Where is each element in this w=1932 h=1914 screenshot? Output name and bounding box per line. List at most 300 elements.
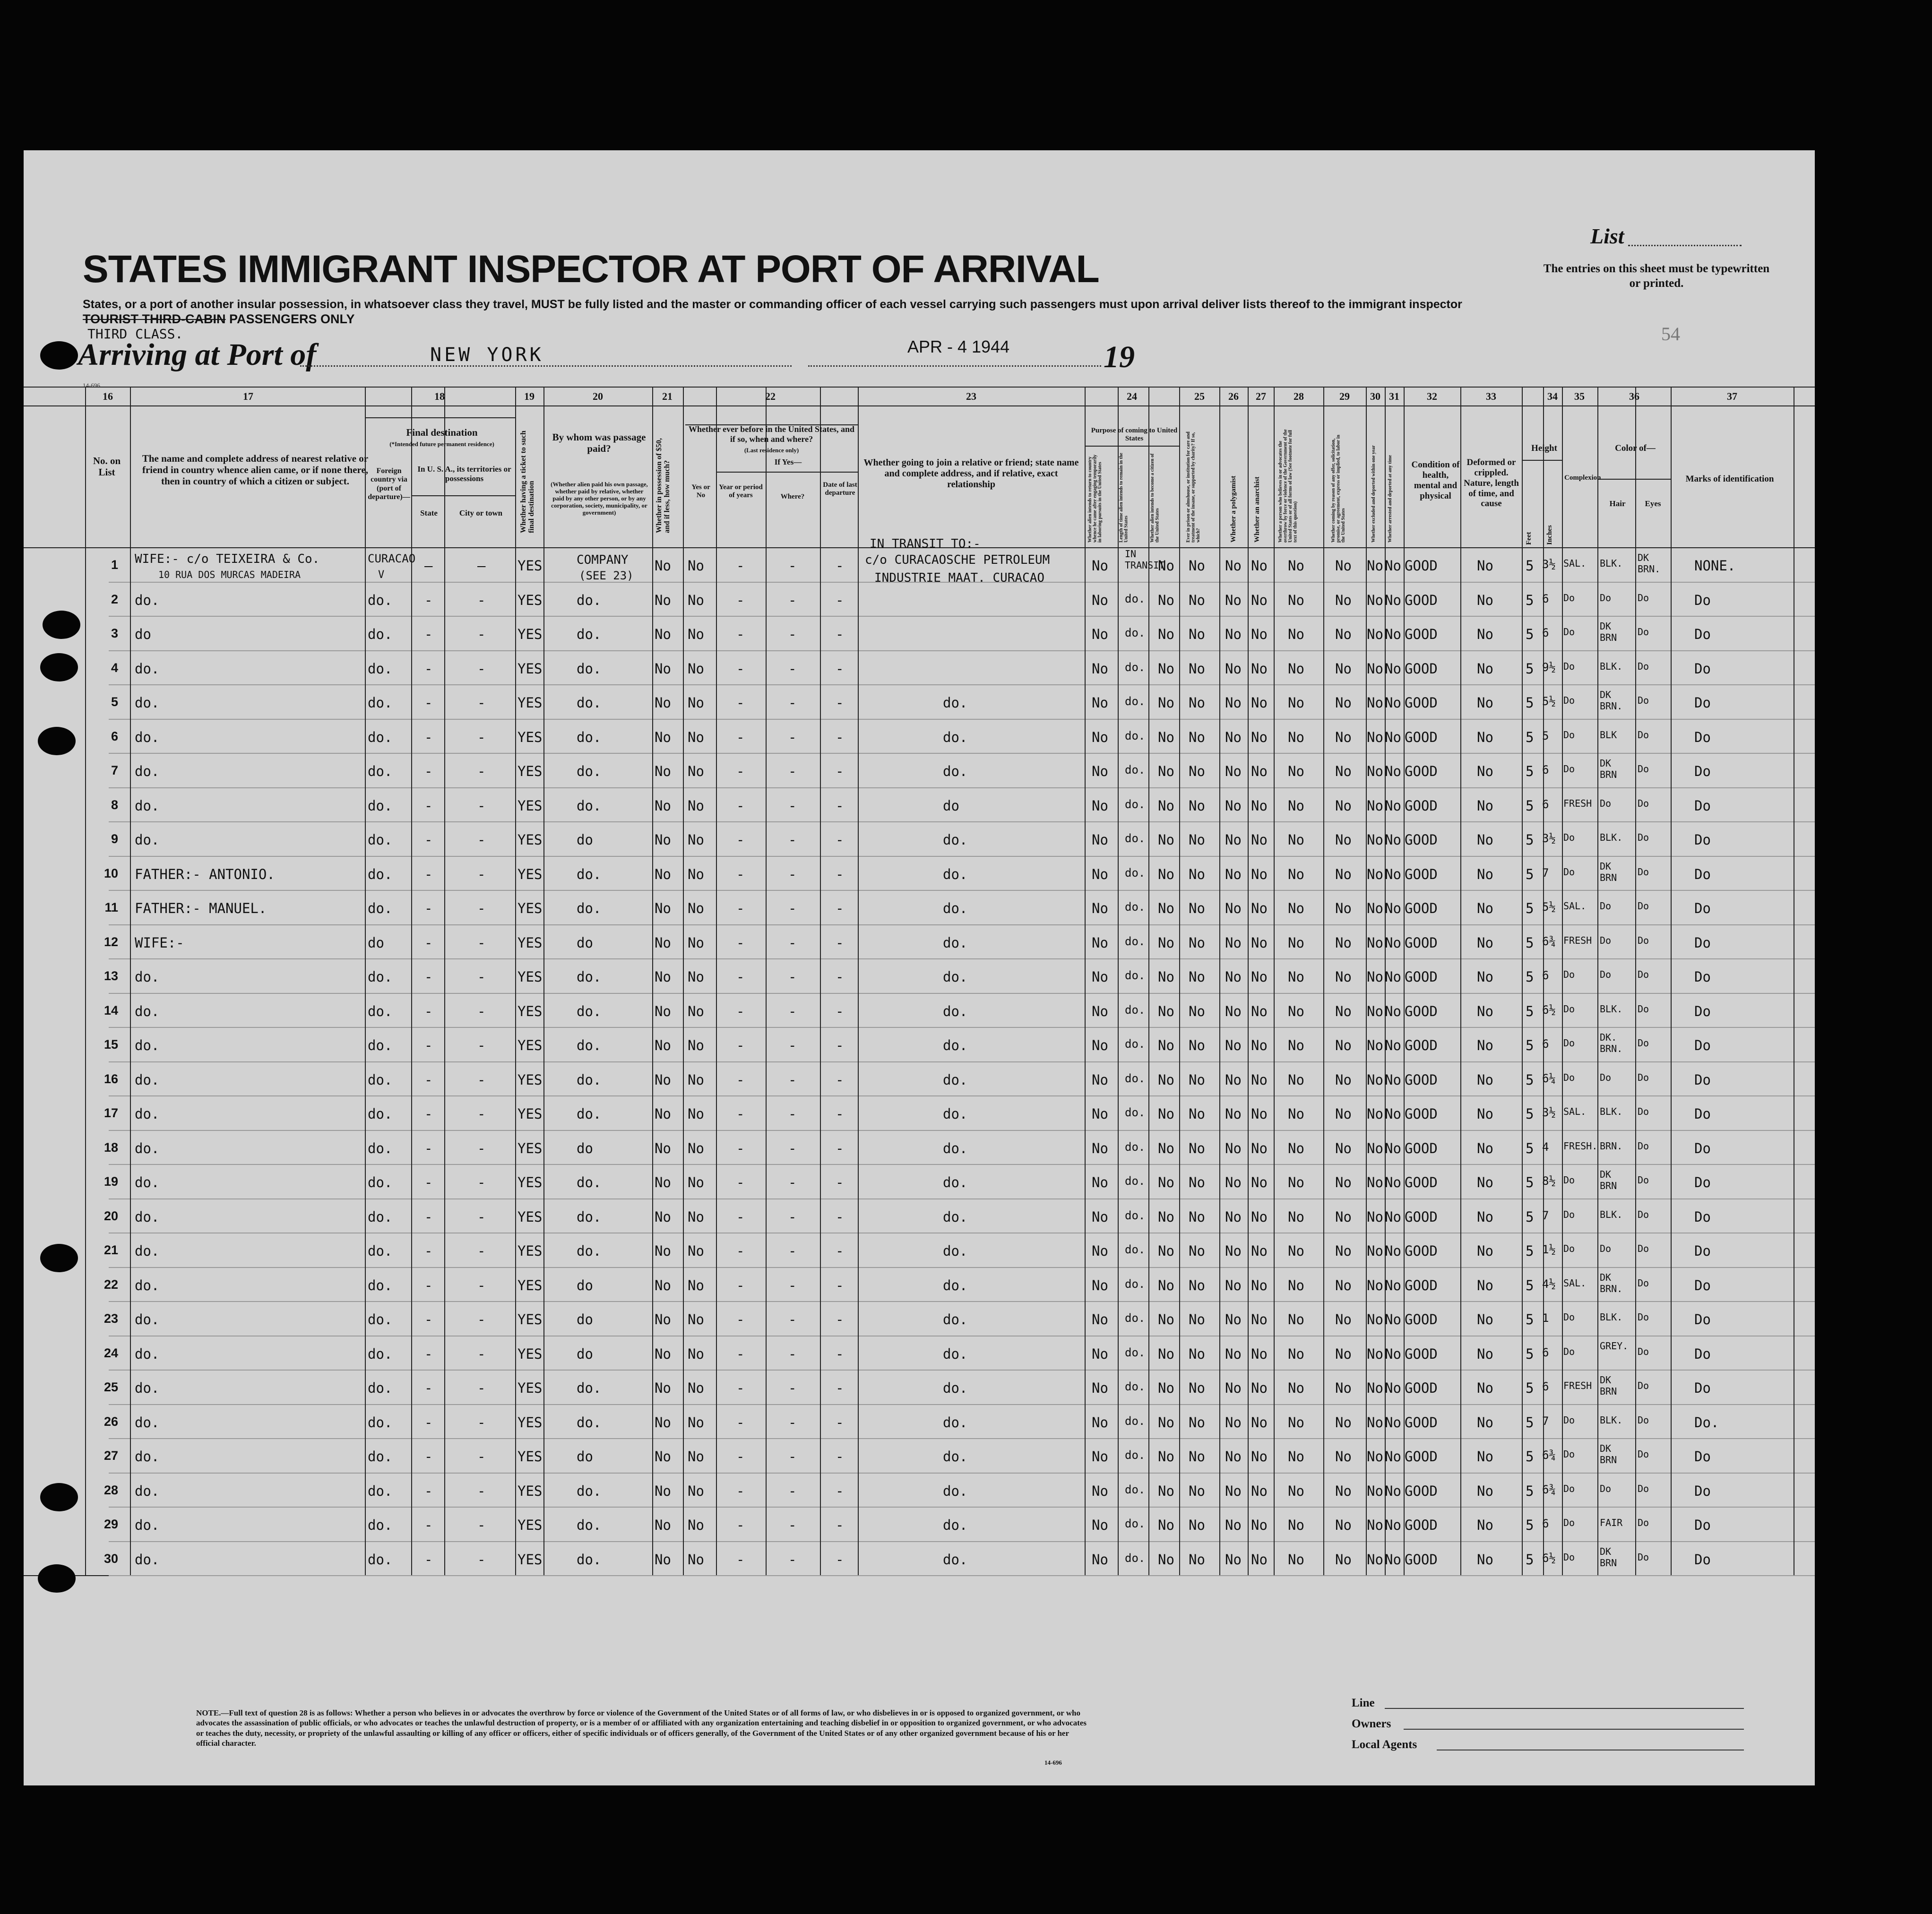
row-number: 21 <box>104 1243 118 1257</box>
ticket: YES <box>518 626 543 642</box>
destination-city: - <box>477 832 486 848</box>
destination-city: - <box>477 934 486 951</box>
ticket: YES <box>518 832 543 848</box>
where: - <box>788 558 797 574</box>
eye-color: Do <box>1638 1311 1649 1323</box>
complexion: Do <box>1563 763 1575 775</box>
relative-name: do. <box>135 1071 160 1088</box>
rule-sub <box>1085 446 1179 447</box>
hair-color: BLK. <box>1600 1208 1623 1220</box>
rule-column <box>85 387 86 1575</box>
purpose-return: No <box>1092 729 1108 745</box>
anarchist: No <box>1251 797 1268 814</box>
header-feet: Feet <box>1525 532 1533 545</box>
purpose-citizen: No <box>1158 695 1174 711</box>
purpose-citizen: No <box>1158 1071 1174 1088</box>
destination-state: - <box>424 1517 433 1533</box>
header-city: City or town <box>459 509 503 517</box>
fifty-dollars: No <box>655 1071 671 1088</box>
anarchist: No <box>1251 558 1268 574</box>
relative-name: do. <box>135 969 160 985</box>
eye-color: Do <box>1638 729 1649 741</box>
ever-before: No <box>688 1517 704 1533</box>
ticket: YES <box>518 1174 543 1190</box>
purpose-length: do. <box>1125 797 1146 811</box>
joining-relative: do. <box>943 832 968 848</box>
fifty-dollars: No <box>655 626 671 642</box>
foreign-country: do. <box>368 900 393 916</box>
joining-relative: do. <box>943 1174 968 1190</box>
column-number: 32 <box>1427 390 1437 402</box>
passage-paid: COMPANY <box>577 553 629 567</box>
complexion: FRESH <box>1563 797 1592 809</box>
polygamist: No <box>1225 969 1242 985</box>
destination-state: - <box>424 592 433 608</box>
purpose-return: No <box>1092 695 1108 711</box>
complexion: Do <box>1563 1414 1575 1426</box>
eye-color: Do <box>1638 866 1649 878</box>
passage-paid: do <box>577 832 593 848</box>
footnote-question-28: NOTE.—Full text of question 28 is as follows: Whether a person who believes in or advocates the overthrow by force or violence of the Government of the United States or of all forms of law, or who disbelieves in or is opposed to organized government, or who advocates the assassination of public officials, or who advocates or teaches the unlawful destruction of property, or is a member of or affiliated with any organization entertaining and teaching disbelief in or opposition to organized government, or who advocates or teaches the duty, necessity, or propriety of the unlawful assaulting or killing of any officer or officers, either of specific individuals or of officers generally, of the Government of the United States or of any other organized government because of his or her official character. <box>196 1708 1087 1748</box>
fifty-dollars: No <box>655 1243 671 1259</box>
purpose-length: do. <box>1125 1551 1146 1565</box>
overthrow: No <box>1288 1243 1304 1259</box>
purpose-return: No <box>1092 1483 1108 1499</box>
where: - <box>788 1483 797 1499</box>
destination-city: - <box>477 1071 486 1088</box>
header-where: Where? <box>780 493 805 500</box>
eye-color: Do <box>1638 1551 1649 1563</box>
where: - <box>788 1380 797 1396</box>
polygamist: No <box>1225 866 1242 882</box>
where: - <box>788 1243 797 1259</box>
identification-marks: Do <box>1694 1106 1711 1122</box>
arrested: No <box>1385 1483 1401 1499</box>
last-departure: - <box>836 558 844 574</box>
identification-marks: Do <box>1694 1311 1711 1328</box>
ever-before: No <box>688 797 704 814</box>
arrested: No <box>1385 1414 1401 1431</box>
identification-marks: Do <box>1694 626 1711 642</box>
labor-offer: No <box>1335 969 1352 985</box>
purpose-return: No <box>1092 592 1108 608</box>
purpose-length: do. <box>1125 832 1146 845</box>
overthrow: No <box>1288 797 1304 814</box>
purpose-return: No <box>1092 1517 1108 1533</box>
eye-color: Do <box>1638 1414 1649 1426</box>
ticket: YES <box>518 1483 543 1499</box>
height-feet: 5 <box>1526 1311 1534 1328</box>
height-inches: 6¼ <box>1542 1071 1556 1085</box>
period-years: - <box>736 1483 745 1499</box>
column-number: 33 <box>1486 390 1496 402</box>
destination-city: - <box>477 1448 486 1465</box>
destination-state: - <box>424 832 433 848</box>
labor-offer: No <box>1335 1208 1352 1225</box>
destination-state: - <box>424 660 433 677</box>
hair-color: Do <box>1600 797 1612 809</box>
anarchist: No <box>1251 1414 1268 1431</box>
rule-column <box>1597 387 1598 1575</box>
destination-city: - <box>477 866 486 882</box>
passage-paid: do <box>577 1277 593 1293</box>
complexion: SAL. <box>1563 558 1587 569</box>
foreign-country-via: V <box>378 569 385 581</box>
health: GOOD <box>1405 695 1438 711</box>
height-feet: 5 <box>1526 1208 1534 1225</box>
ever-before: No <box>688 592 704 608</box>
height-inches: 6 <box>1542 592 1549 605</box>
form-title: STATES IMMIGRANT INSPECTOR AT PORT OF ARRIVAL <box>83 248 1099 291</box>
height-feet: 5 <box>1526 797 1534 814</box>
foreign-country: do. <box>368 832 393 848</box>
height-inches: 7 <box>1542 1208 1549 1222</box>
destination-state: - <box>424 1071 433 1088</box>
arrested: No <box>1385 1517 1401 1533</box>
passage-paid: do. <box>577 660 602 677</box>
row-number: 28 <box>104 1483 118 1497</box>
deformed: No <box>1477 1483 1493 1499</box>
passage-paid: do. <box>577 866 602 882</box>
purpose-citizen: No <box>1158 866 1174 882</box>
destination-state: - <box>424 729 433 745</box>
identification-marks: Do <box>1694 1277 1711 1293</box>
period-years: - <box>736 1106 745 1122</box>
destination-state: - <box>424 1003 433 1019</box>
hair-color: DK BRN <box>1600 621 1617 643</box>
labor-offer: No <box>1335 1277 1352 1293</box>
purpose-length: do. <box>1125 695 1146 708</box>
overthrow: No <box>1288 558 1304 574</box>
eye-color: Do <box>1638 592 1649 604</box>
hair-color: DK BRN. <box>1600 689 1623 712</box>
purpose-length: do. <box>1125 1448 1146 1462</box>
foreign-country: do. <box>368 1517 393 1533</box>
height-feet: 5 <box>1526 1380 1534 1396</box>
polygamist: No <box>1225 1003 1242 1019</box>
relative-name: do. <box>135 729 160 745</box>
purpose-length: do. <box>1125 592 1146 605</box>
destination-state: - <box>424 763 433 779</box>
polygamist: No <box>1225 592 1242 608</box>
purpose-citizen: No <box>1158 900 1174 916</box>
excluded: No <box>1367 866 1383 882</box>
row-number: 2 <box>111 592 118 606</box>
polygamist: No <box>1225 1037 1242 1053</box>
foreign-country: do. <box>368 695 393 711</box>
header-polygamist: Whether a polygamist <box>1230 475 1237 543</box>
height-feet: 5 <box>1526 660 1534 677</box>
complexion: Do <box>1563 969 1575 980</box>
height-feet: 5 <box>1526 1448 1534 1465</box>
period-years: - <box>736 1414 745 1431</box>
hair-color: BLK. <box>1600 1311 1623 1323</box>
height-feet: 5 <box>1526 1174 1534 1190</box>
health: GOOD <box>1405 626 1438 642</box>
binder-hole <box>38 727 76 755</box>
purpose-return: No <box>1092 558 1108 574</box>
deformed: No <box>1477 729 1493 745</box>
height-inches: 6 <box>1542 1380 1549 1393</box>
rule-column <box>1248 387 1249 1575</box>
anarchist: No <box>1251 832 1268 848</box>
joining-relative: do. <box>943 1345 968 1362</box>
purpose-length: do. <box>1125 729 1146 742</box>
eye-color: DK BRN. <box>1638 552 1661 575</box>
polygamist: No <box>1225 695 1242 711</box>
purpose-return: No <box>1092 832 1108 848</box>
deformed: No <box>1477 592 1493 608</box>
deformed: No <box>1477 1140 1493 1156</box>
eye-color: Do <box>1638 969 1649 980</box>
excluded: No <box>1367 1037 1383 1053</box>
destination-state: - <box>424 1277 433 1293</box>
arrested: No <box>1385 592 1401 608</box>
fifty-dollars: No <box>655 934 671 951</box>
anarchist: No <box>1251 729 1268 745</box>
ever-before: No <box>688 1106 704 1122</box>
header-overthrow: Whether a person who believes in or advocates the overthrow by force or violence of the Government of the United States or of all forms of law (See footnote for full text of this question) <box>1278 429 1298 543</box>
row-number: 17 <box>104 1106 118 1120</box>
relative-name: do. <box>135 1208 160 1225</box>
rule-column <box>858 387 859 1575</box>
fifty-dollars: No <box>655 558 671 574</box>
header-deformed: Deformed or crippled. Nature, length of time, and cause <box>1464 457 1519 509</box>
arrested: No <box>1385 866 1401 882</box>
ticket: YES <box>518 1345 543 1362</box>
arrested: No <box>1385 1174 1401 1190</box>
purpose-return: No <box>1092 1174 1108 1190</box>
height-feet: 5 <box>1526 1140 1534 1156</box>
identification-marks: Do <box>1694 797 1711 814</box>
purpose-length: do. <box>1125 934 1146 948</box>
relative-address: 10 RUA DOS MURCAS MADEIRA <box>158 569 301 580</box>
labor-offer: No <box>1335 660 1352 677</box>
ticket: YES <box>518 1140 543 1156</box>
header-inches: Inches <box>1546 525 1553 545</box>
year-label: 19 <box>1104 340 1135 374</box>
prison: No <box>1189 1448 1205 1465</box>
last-departure: - <box>836 1380 844 1396</box>
ticket: YES <box>518 1071 543 1088</box>
health: GOOD <box>1405 1174 1438 1190</box>
ever-before: No <box>688 763 704 779</box>
period-years: - <box>736 1208 745 1225</box>
period-years: - <box>736 1277 745 1293</box>
fifty-dollars: No <box>655 1380 671 1396</box>
last-departure: - <box>836 763 844 779</box>
foreign-country: do. <box>368 1448 393 1465</box>
excluded: No <box>1367 1106 1383 1122</box>
height-feet: 5 <box>1526 1037 1534 1053</box>
hair-color: BLK. <box>1600 558 1623 569</box>
height-feet: 5 <box>1526 1003 1534 1019</box>
eye-color: Do <box>1638 900 1649 912</box>
anarchist: No <box>1251 900 1268 916</box>
labor-offer: No <box>1335 1345 1352 1362</box>
destination-city: - <box>477 1483 486 1499</box>
hair-color: DK. BRN. <box>1600 1032 1623 1054</box>
arrested: No <box>1385 660 1401 677</box>
rule-row <box>109 1575 1815 1576</box>
passage-paid: do. <box>577 1106 602 1122</box>
last-departure: - <box>836 797 844 814</box>
complexion: Do <box>1563 729 1575 741</box>
column-number: 26 <box>1228 390 1239 402</box>
prison: No <box>1189 626 1205 642</box>
health: GOOD <box>1405 558 1438 574</box>
polygamist: No <box>1225 1345 1242 1362</box>
fifty-dollars: No <box>655 763 671 779</box>
height-inches: 6½ <box>1542 1551 1556 1565</box>
height-feet: 5 <box>1526 1106 1534 1122</box>
foreign-country: do. <box>368 592 393 608</box>
anarchist: No <box>1251 866 1268 882</box>
relative-name: do. <box>135 1003 160 1019</box>
header-final-destination-note: (*Intended future permanent residence) <box>389 440 494 448</box>
purpose-return: No <box>1092 1345 1108 1362</box>
date-dotted-line <box>808 365 1101 367</box>
ever-before: No <box>688 1551 704 1568</box>
purpose-citizen: No <box>1158 1517 1174 1533</box>
complexion: Do <box>1563 1483 1575 1494</box>
ticket: YES <box>518 1003 543 1019</box>
health: GOOD <box>1405 1448 1438 1465</box>
foreign-country: do. <box>368 1551 393 1568</box>
purpose-length: do. <box>1125 1003 1146 1017</box>
passage-paid: do. <box>577 797 602 814</box>
height-feet: 5 <box>1526 1483 1534 1499</box>
polygamist: No <box>1225 729 1242 745</box>
labor-offer: No <box>1335 592 1352 608</box>
fifty-dollars: No <box>655 1037 671 1053</box>
joining-relative: do. <box>943 1277 968 1293</box>
height-inches: 8½ <box>1542 1174 1556 1188</box>
column-number: 19 <box>524 390 535 402</box>
identification-marks: Do <box>1694 1071 1711 1088</box>
passage-paid: do. <box>577 1037 602 1053</box>
anarchist: No <box>1251 1037 1268 1053</box>
joining-address: c/o CURACAOSCHE PETROLEUM <box>865 553 1050 567</box>
where: - <box>788 832 797 848</box>
fifty-dollars: No <box>655 1208 671 1225</box>
ticket: YES <box>518 763 543 779</box>
header-passage-paid-note: (Whether alien paid his own passage, whether paid by relative, whether paid by any other person, or by any corporation, society, municipality, or government) <box>551 481 648 516</box>
fifty-dollars: No <box>655 797 671 814</box>
header-in-usa: In U. S. A., its territories or possessions <box>417 465 511 483</box>
destination-city: - <box>477 660 486 677</box>
excluded: No <box>1367 729 1383 745</box>
height-feet: 5 <box>1526 1414 1534 1431</box>
prison: No <box>1189 1345 1205 1362</box>
overthrow: No <box>1288 1208 1304 1225</box>
header-color-of: Color of— <box>1615 443 1656 453</box>
hair-color: Do <box>1600 934 1612 946</box>
row-number: 4 <box>111 660 118 675</box>
row-number: 19 <box>104 1174 118 1189</box>
overthrow: No <box>1288 1380 1304 1396</box>
relative-name: do. <box>135 832 160 848</box>
joining-relative: do. <box>943 1551 968 1568</box>
passage-paid: do. <box>577 1243 602 1259</box>
deformed: No <box>1477 1311 1493 1328</box>
eye-color: Do <box>1638 1208 1649 1220</box>
ever-before: No <box>688 1414 704 1431</box>
labor-offer: No <box>1335 1380 1352 1396</box>
labor-offer: No <box>1335 763 1352 779</box>
period-years: - <box>736 558 745 574</box>
overthrow: No <box>1288 969 1304 985</box>
purpose-length: do. <box>1125 1140 1146 1154</box>
anarchist: No <box>1251 1071 1268 1088</box>
identification-marks: Do. <box>1694 1414 1719 1431</box>
health: GOOD <box>1405 729 1438 745</box>
labor-offer: No <box>1335 1414 1352 1431</box>
excluded: No <box>1367 1140 1383 1156</box>
where: - <box>788 1414 797 1431</box>
where: - <box>788 660 797 677</box>
hair-color: DK BRN <box>1600 1169 1617 1191</box>
joining-relative: do. <box>943 1140 968 1156</box>
identification-marks: Do <box>1694 969 1711 985</box>
polygamist: No <box>1225 558 1242 574</box>
purpose-citizen: No <box>1158 1380 1174 1396</box>
ticket: YES <box>518 934 543 951</box>
height-feet: 5 <box>1526 592 1534 608</box>
health: GOOD <box>1405 866 1438 882</box>
complexion: Do <box>1563 1448 1575 1460</box>
health: GOOD <box>1405 763 1438 779</box>
where: - <box>788 1106 797 1122</box>
purpose-length: do. <box>1125 1414 1146 1428</box>
purpose-return: No <box>1092 1414 1108 1431</box>
prison: No <box>1189 1071 1205 1088</box>
height-inches: 6½ <box>1542 1003 1556 1017</box>
excluded: No <box>1367 1345 1383 1362</box>
header-height: Height <box>1531 443 1557 453</box>
destination-state: - <box>424 1448 433 1465</box>
where: - <box>788 695 797 711</box>
foreign-country: do. <box>368 866 393 882</box>
rule-sub <box>365 417 515 418</box>
last-departure: - <box>836 866 844 882</box>
overthrow: No <box>1288 1037 1304 1053</box>
ever-before: No <box>688 626 704 642</box>
anarchist: No <box>1251 1311 1268 1328</box>
purpose-return: No <box>1092 1037 1108 1053</box>
joining-relative: do. <box>943 763 968 779</box>
purpose-citizen: No <box>1158 1345 1174 1362</box>
row-number: 11 <box>104 900 118 914</box>
joining-relative: do. <box>943 1448 968 1465</box>
overthrow: No <box>1288 1106 1304 1122</box>
column-number: 31 <box>1389 390 1399 402</box>
anarchist: No <box>1251 1551 1268 1568</box>
prison: No <box>1189 660 1205 677</box>
polygamist: No <box>1225 660 1242 677</box>
foreign-country: do. <box>368 1243 393 1259</box>
period-years: - <box>736 763 745 779</box>
header-purpose: Purpose of coming to United States <box>1091 427 1178 443</box>
fifty-dollars: No <box>655 1551 671 1568</box>
rule-column <box>683 387 684 1575</box>
complexion: Do <box>1563 660 1575 672</box>
anarchist: No <box>1251 934 1268 951</box>
overthrow: No <box>1288 866 1304 882</box>
relative-name: do. <box>135 1551 160 1568</box>
period-years: - <box>736 1003 745 1019</box>
ever-before: No <box>688 1037 704 1053</box>
